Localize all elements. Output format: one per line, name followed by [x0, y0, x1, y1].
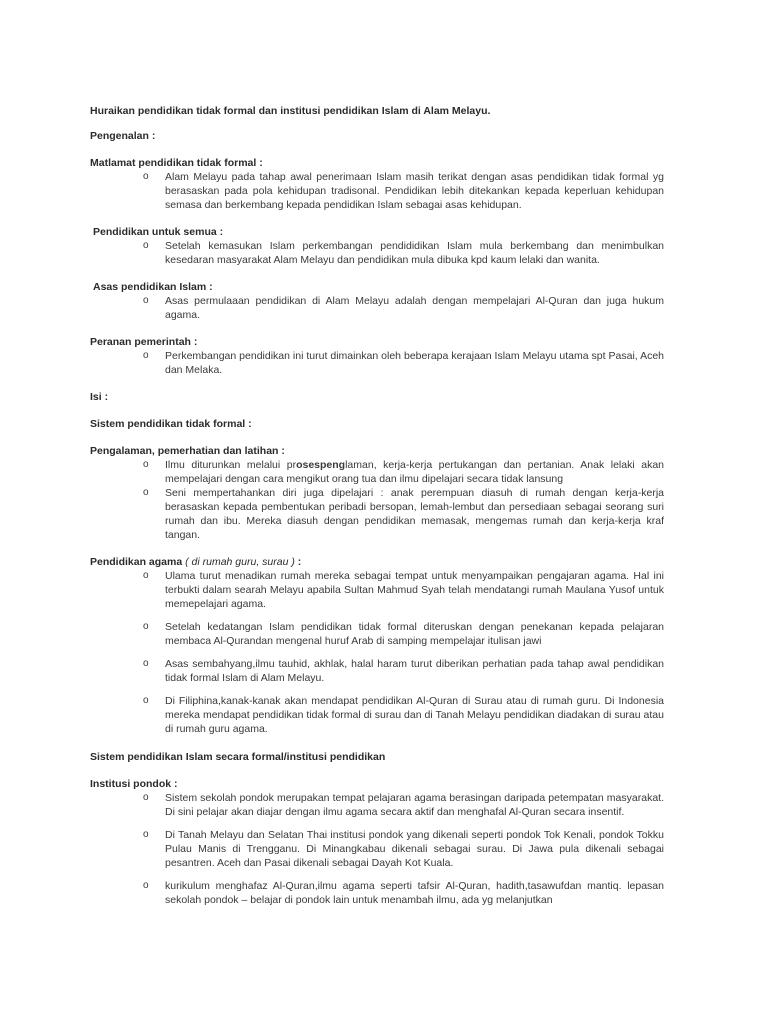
bullet-icon: o [143, 621, 149, 632]
item-text: Setelah kedatangan Islam pendidikan tidak formal diteruskan dengan penekanan kepada pelajaran membaca Al-Qurandan mengenal huruf Arab di samping mempelajar itulisan jawi [165, 621, 664, 647]
heading-agama-text: Pendidikan agama [90, 556, 183, 568]
bullet-icon: o [143, 487, 149, 498]
list-item [90, 657, 664, 685]
heading-sistem-formal: Sistem pendidikan Islam secara formal/institusi pendidikan [90, 751, 386, 763]
list-item [90, 694, 664, 736]
bullet-icon: o [143, 880, 149, 891]
bullet-icon: o [143, 792, 149, 803]
section-peranan [90, 335, 664, 377]
list-matlamat [90, 170, 664, 212]
item-text: Di Filiphina,kanak-kanak akan mendapat pendidikan Al-Quran di Surau atau di rumah guru. Di Indonesia mereka mendapat pendidikan tidak formal di surau dan di Tanah Melayu pendidikan diadakan di surau atau di rumah guru agama. [165, 695, 664, 735]
section-sistem-formal [90, 750, 664, 764]
section-agama [90, 555, 664, 736]
list-item [90, 239, 664, 267]
heading-pengalaman: Pengalaman, pemerhatian dan latihan : [90, 445, 285, 457]
document-title: Huraikan pendidikan tidak formal dan institusi pendidikan Islam di Alam Melayu. [90, 105, 491, 117]
item-text: Sistem sekolah pondok merupakan tempat pelajaran agama berasingan daripada petempatan masyarakat. Di sini pelajar akan diajar dengan ilmu agama secara aktif dan menghafal Al-Quran secara insentif. [165, 792, 664, 818]
heading-peranan: Peranan pemerintah : [90, 336, 198, 348]
list-item [90, 486, 664, 542]
heading-agama-colon: : [297, 556, 302, 568]
item-text-end: laman, kerja-kerja pertukangan dan pertanian. Anak lelaki akan mempelajari dengan cara mengikut orang tua dan ilmu dipelajari secara tidak lansung [165, 459, 664, 485]
list-item [90, 458, 664, 486]
bullet-icon: o [143, 459, 149, 470]
item-text: Di Tanah Melayu dan Selatan Thai institusi pondok yang dikenali seperti pondok Tok Kenali, pondok Tokku Pulau Manis di Trengganu. Di Minangkabau dikenali sebagai surau. Di Jawa pula dikenali sebagai pesantren. Aceh dan Pasai dikenali sebagai Dayah Kot Kuala. [165, 829, 664, 869]
item-text: Alam Melayu pada tahap awal penerimaan Islam masih terikat dengan asas pendidikan tidak formal yg berasaskan pada pola kehidupan tradisonal. Pendidikan lebih ditekankan kepada keperluan kehidupan semasa dan berkembang kepada pendidikan Islam sebagai asas kehidupan. [165, 171, 664, 211]
item-text: Perkembangan pendidikan ini turut dimainkan oleh beberapa kerajaan Islam Melayu utama spt Pasai, Aceh dan Melaka. [165, 350, 664, 376]
item-text: Setelah kemasukan Islam perkembangan pendididikan Islam mula berkembang dan menimbulkan kesedaran masyarakat Alam Melayu dan pendidikan mula dibuka kpd kaum lelaki dan wanita. [165, 240, 664, 266]
section-semua [90, 225, 664, 267]
section-pondok [90, 777, 664, 907]
list-agama [90, 569, 664, 736]
bullet-icon: o [143, 570, 149, 581]
bullet-icon: o [143, 295, 149, 306]
bullet-icon: o [143, 695, 149, 706]
list-item [90, 170, 664, 212]
item-text: Asas sembahyang,ilmu tauhid, akhlak, halal haram turut diberikan perhatian pada tahap awal pendidikan tidak formal Islam di Alam Melayu. [165, 658, 664, 684]
item-text: Seni mempertahankan diri juga dipelajari : anak perempuan diasuh di rumah dengan kerja-kerja berasaskan kepada pembentukan peribadi bersopan, lemah-lembut dan persediaan sebagai seorang suri rumah dan ibu. Mereka diasuh dengan pendidikan memasak, mengemas rumah dan kerja-kerja kraf tangan. [165, 487, 664, 541]
heading-pengenalan: Pengenalan : [90, 130, 156, 142]
list-peranan [90, 349, 664, 377]
list-item [90, 620, 664, 648]
item-text: kurikulum menghafaz Al-Quran,ilmu agama seperti tafsir Al-Quran, hadith,tasawufdan mantiq. lepasan sekolah pondok – belajar di pondok lain untuk menambah ilmu, ada yg melanjutkan [165, 880, 664, 906]
item-text-start: Ilmu diturunkan melalui pr [165, 459, 297, 471]
bullet-icon: o [143, 171, 149, 182]
heading-isi: Isi : [90, 391, 109, 403]
list-item [90, 879, 664, 907]
item-text: Ulama turut menadikan rumah mereka sebagai tempat untuk menyampaikan pengajaran agama. Hal ini terbukti dalam searah Melayu apabila Sultan Mahmud Syah telah mendatangi rumah Maulana Yusof untuk memepelajari agama. [165, 570, 664, 610]
bullet-icon: o [143, 350, 149, 361]
item-text: Asas permulaaan pendidikan di Alam Melayu adalah dengan mempelajari Al-Quran dan juga hukum agama. [165, 295, 664, 321]
item-text-bold: osespeng [296, 459, 346, 471]
bullet-icon: o [143, 829, 149, 840]
list-asas [90, 294, 664, 322]
list-item [90, 828, 664, 870]
section-isi [90, 390, 664, 404]
list-pengalaman [90, 458, 664, 542]
heading-agama [90, 555, 664, 569]
heading-pondok: Institusi pondok : [90, 778, 178, 790]
section-sistem-tidak-formal [90, 417, 664, 431]
bullet-icon: o [143, 240, 149, 251]
list-item [90, 294, 664, 322]
bullet-icon: o [143, 658, 149, 669]
list-item [90, 349, 664, 377]
section-matlamat [90, 156, 664, 212]
list-pondok [90, 791, 664, 907]
section-pengalaman [90, 444, 664, 542]
section-asas [90, 280, 664, 322]
heading-sistem-tidak-formal: Sistem pendidikan tidak formal : [90, 418, 252, 430]
heading-semua: Pendidikan untuk semua : [93, 226, 224, 238]
heading-agama-note: ( di rumah guru, surau ) [182, 556, 298, 568]
heading-matlamat: Matlamat pendidikan tidak formal : [90, 157, 263, 169]
list-item [90, 569, 664, 611]
heading-asas: Asas pendidikan Islam : [93, 281, 213, 293]
list-item [90, 791, 664, 819]
list-semua [90, 239, 664, 267]
